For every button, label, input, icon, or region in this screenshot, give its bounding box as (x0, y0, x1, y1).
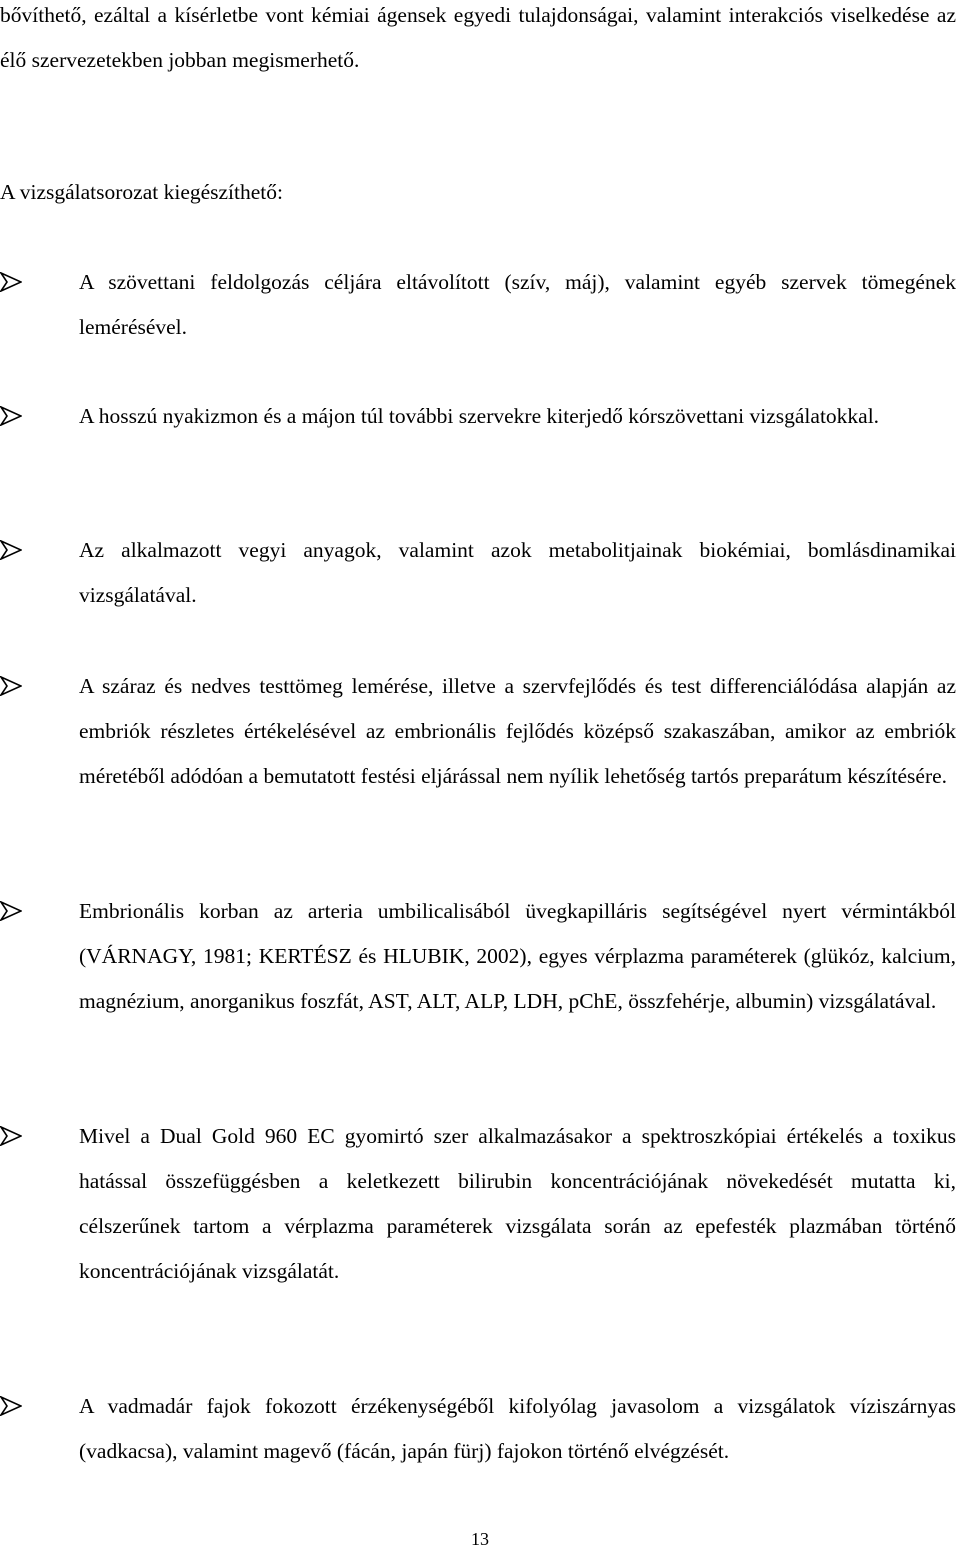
arrowhead-bullet-icon (0, 901, 22, 921)
arrowhead-bullet-icon (0, 540, 22, 560)
list-item-text: Az alkalmazott vegyi anyagok, valamint azok metabolitjainak biokémiai, bomlásdinamikai vizsgálatával. (79, 538, 956, 607)
list-item (0, 528, 956, 618)
list-item (0, 394, 956, 439)
list-item-text: A száraz és nedves testtömeg lemérése, illetve a szervfejlődés és test differenciálódása alapján az embriók részletes értékelésével az embrionális fejlődés középső szakaszában, amikor az embriók méretéből adódóan a bemutatott festési eljárással nem nyílik lehetőség tartós preparátum készítésére. (79, 674, 956, 788)
list-item (0, 889, 956, 1024)
arrowhead-bullet-icon (0, 406, 22, 426)
list-item (0, 1114, 956, 1294)
list-item-text: Mivel a Dual Gold 960 EC gyomirtó szer alkalmazásakor a spektroszkópiai értékelés a toxikus hatással összefüggésben a keletkezett bilirubin koncentrációjának növekedését mutatta ki, célszerűnek tartom a vérplazma paraméterek vizsgálata során az epefesték plazmában történő koncentrációjának vizsgálatát. (79, 1124, 956, 1283)
page-number: 13 (471, 1529, 489, 1549)
list-item (0, 664, 956, 799)
opening-paragraph: bővíthető, ezáltal a kísérletbe vont kémiai ágensek egyedi tulajdonságai, valamint interakciós viselkedése az élő szervezetekben jobban megismerhető. (0, 3, 956, 72)
arrowhead-bullet-icon (0, 272, 22, 292)
list-item-text: A vadmadár fajok fokozott érzékenységéből kifolyólag javasolom a vizsgálatok víziszárnyas (vadkacsa), valamint magevő (fácán, japán fürj) fajokon történő elvégzését. (79, 1394, 956, 1463)
list-item-text: A hosszú nyakizmon és a májon túl további szervekre kiterjedő kórszövettani vizsgálatokkal. (79, 404, 880, 428)
list-item (0, 1384, 956, 1474)
list-item-text: Embrionális korban az arteria umbilicalisából üvegkapilláris segítségével nyert vérmintákból (VÁRNAGY, 1981; KERTÉSZ és HLUBIK, 2002), egyes vérplazma paraméterek (glükóz, kalcium, magnézium, anorganikus foszfát, AST, ALT, ALP, LDH, pChE, összfehérje, albumin) vizsgálatával. (79, 899, 956, 1013)
arrowhead-bullet-icon (0, 1126, 22, 1146)
list-item-text: A szövettani feldolgozás céljára eltávolított (szív, máj), valamint egyéb szervek tömegének lemérésével. (79, 270, 956, 339)
list-item (0, 260, 956, 350)
list-intro: A vizsgálatsorozat kiegészíthető: (0, 180, 283, 204)
arrowhead-bullet-icon (0, 1396, 22, 1416)
arrowhead-bullet-icon (0, 676, 22, 696)
